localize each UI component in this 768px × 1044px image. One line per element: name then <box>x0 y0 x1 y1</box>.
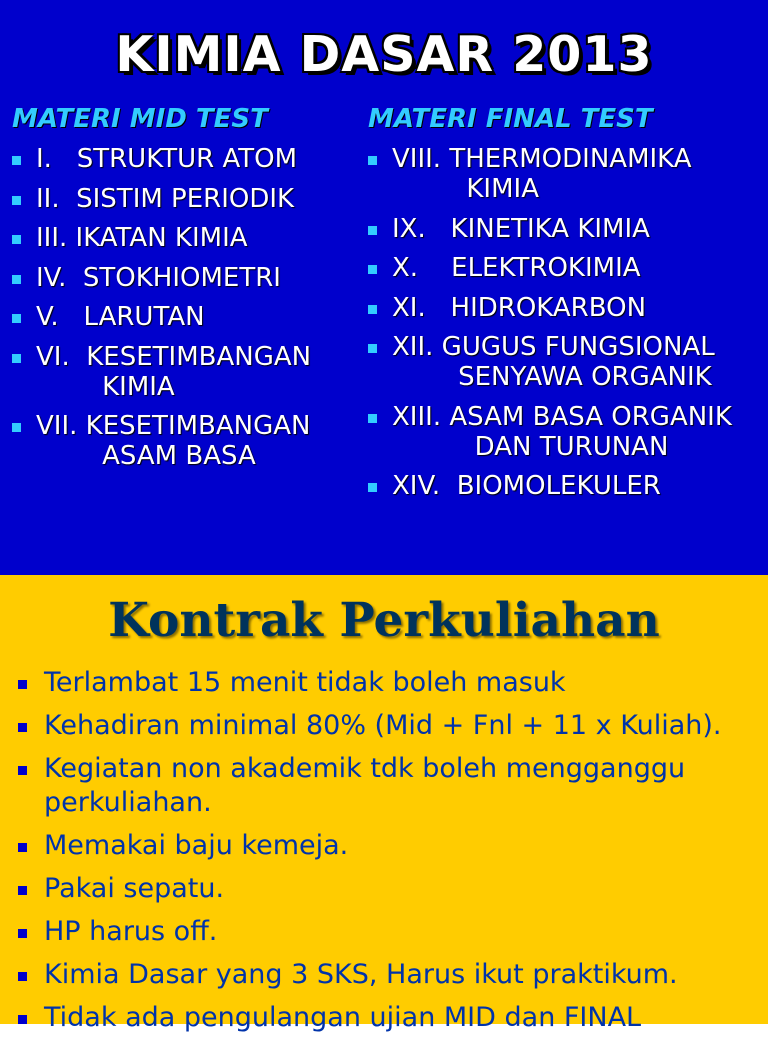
square-bullet-icon <box>18 723 27 732</box>
final-topic-item-text: XIV. BIOMOLEKULER <box>392 471 661 501</box>
contract-rule-item-text: Pakai sepatu. <box>44 873 225 904</box>
mid-topic-item-text: I. STRUKTUR ATOM <box>36 144 298 174</box>
contract-rule-item <box>18 709 766 743</box>
contract-rule-item <box>18 829 766 863</box>
square-bullet-icon <box>18 1015 27 1024</box>
square-bullet-icon <box>368 344 377 353</box>
final-topic-item <box>368 471 766 501</box>
square-bullet-icon <box>12 314 21 323</box>
contract-rule-item <box>18 872 766 906</box>
square-bullet-icon <box>18 766 27 775</box>
contract-rule-item <box>18 666 766 700</box>
mid-topic-item <box>12 411 352 471</box>
contract-rule-item <box>18 752 766 820</box>
mid-topic-item <box>12 223 352 253</box>
square-bullet-icon <box>18 929 27 938</box>
final-topic-item <box>368 144 766 204</box>
square-bullet-icon <box>18 680 27 689</box>
square-bullet-icon <box>12 235 21 244</box>
mid-topic-item <box>12 342 352 402</box>
square-bullet-icon <box>12 354 21 363</box>
contract-rule-item <box>18 1001 766 1035</box>
mid-topic-item-text: VII. KESETIMBANGAN <box>36 411 311 441</box>
final-topic-item <box>368 293 766 323</box>
final-topic-item-text: XII. GUGUS FUNGSIONAL <box>392 332 715 362</box>
final-test-heading: MATERI FINAL TEST <box>368 104 653 134</box>
square-bullet-icon <box>12 156 21 165</box>
final-topic-item-text: DAN TURUNAN <box>392 431 669 462</box>
final-topic-item <box>368 214 766 244</box>
mid-topic-item <box>12 184 352 214</box>
final-topic-item-text: XIII. ASAM BASA ORGANIK <box>392 401 732 432</box>
slide-title: KIMIA DASAR 2013 <box>115 26 653 83</box>
contract-rule-item-text: perkuliahan. <box>44 787 212 818</box>
final-topic-item-text: VIII. THERMODINAMIKA <box>392 144 692 174</box>
final-topic-item <box>368 332 766 392</box>
mid-topic-item <box>12 302 352 332</box>
mid-test-heading: MATERI MID TEST <box>12 104 268 134</box>
contract-rule-item <box>18 958 766 992</box>
contract-rule-item-text: Terlambat 15 menit tidak boleh masuk <box>44 667 566 698</box>
square-bullet-icon <box>12 423 21 432</box>
mid-test-list <box>12 144 352 481</box>
contract-title: Kontrak Perkuliahan <box>108 593 660 648</box>
square-bullet-icon <box>18 886 27 895</box>
contract-rules-list <box>18 666 766 1044</box>
square-bullet-icon <box>18 972 27 981</box>
final-topic-item-text: XI. HIDROKARBON <box>392 292 647 323</box>
contract-rule-item-text: Tidak ada pengulangan ujian MID dan FINAL <box>44 1002 642 1033</box>
mid-topic-item-text: VI. KESETIMBANGAN <box>36 341 312 372</box>
square-bullet-icon <box>368 305 377 314</box>
final-topic-item-text: KIMIA <box>392 174 539 204</box>
mid-topic-item-text: III. IKATAN KIMIA <box>36 223 248 253</box>
mid-topic-item <box>12 263 352 293</box>
mid-topic-item-text: ASAM BASA <box>36 441 256 471</box>
mid-topic-item-text: V. LARUTAN <box>36 302 205 332</box>
mid-topic-item-text: IV. STOKHIOMETRI <box>36 262 281 293</box>
square-bullet-icon <box>368 265 377 274</box>
final-topic-item-text: IX. KINETIKA KIMIA <box>392 213 650 244</box>
square-bullet-icon <box>12 275 21 284</box>
final-topic-item <box>368 402 766 462</box>
mid-topic-item-text: KIMIA <box>36 371 175 402</box>
final-test-list <box>368 144 766 511</box>
mid-topic-item <box>12 144 352 174</box>
contract-rule-item-text: Kimia Dasar yang 3 SKS, Harus ikut praktikum. <box>44 959 678 990</box>
square-bullet-icon <box>368 483 377 492</box>
contract-rule-item-text: Kegiatan non akademik tdk boleh mengganggu <box>44 753 686 784</box>
square-bullet-icon <box>12 196 21 205</box>
contract-rule-item-text: HP harus off. <box>44 916 218 947</box>
square-bullet-icon <box>18 843 27 852</box>
square-bullet-icon <box>368 226 377 235</box>
final-topic-item <box>368 253 766 283</box>
square-bullet-icon <box>368 156 377 165</box>
final-topic-item-text: X. ELEKTROKIMIA <box>392 253 641 283</box>
contract-rule-item-text: Kehadiran minimal 80% (Mid + Fnl + 11 x Kuliah). <box>44 710 722 741</box>
mid-topic-item-text: II. SISTIM PERIODIK <box>36 183 295 214</box>
contract-rule-item <box>18 915 766 949</box>
square-bullet-icon <box>368 414 377 423</box>
final-topic-item-text: SENYAWA ORGANIK <box>392 362 712 392</box>
contract-rule-item-text: Memakai baju kemeja. <box>44 830 349 861</box>
